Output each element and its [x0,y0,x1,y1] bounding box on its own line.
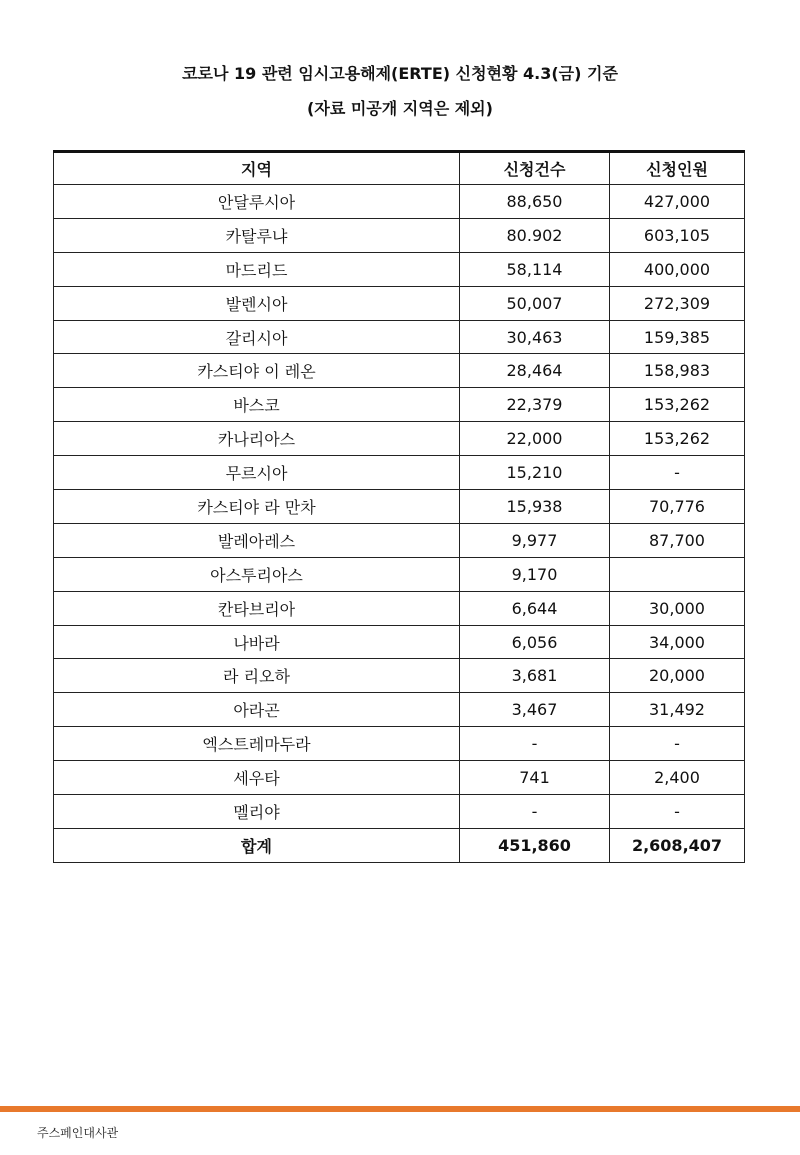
table-row [54,354,745,388]
count-cell: 22,000 [460,422,610,456]
people-cell: 400,000 [610,252,745,286]
table-row [54,659,745,693]
table-row [54,422,745,456]
table-row [54,727,745,761]
table-row [54,388,745,422]
region-cell: 카스티야 라 만차 [54,490,460,524]
people-cell: 87,700 [610,523,745,557]
count-cell: - [460,727,610,761]
region-cell: 멜리야 [54,795,460,829]
region-cell: 나바라 [54,625,460,659]
region-cell: 바스코 [54,388,460,422]
column-header-people: 신청인원 [610,152,745,185]
region-cell: 카스티야 이 레온 [54,354,460,388]
people-cell: - [610,456,745,490]
count-cell: 50,007 [460,286,610,320]
count-cell: 3,467 [460,693,610,727]
footer-accent-bar [0,1106,800,1112]
people-cell: 603,105 [610,218,745,252]
region-cell: 갈리시아 [54,320,460,354]
total-count: 451,860 [460,828,610,862]
table-row [54,795,745,829]
table-row [54,252,745,286]
count-cell: 3,681 [460,659,610,693]
count-cell: 58,114 [460,252,610,286]
total-people: 2,608,407 [610,828,745,862]
table-row [54,456,745,490]
people-cell: 159,385 [610,320,745,354]
table-row [54,218,745,252]
count-cell: 9,977 [460,523,610,557]
people-cell: 153,262 [610,422,745,456]
column-header-count: 신청건수 [460,152,610,185]
table-header-row [54,152,745,185]
people-cell: - [610,727,745,761]
count-cell: 22,379 [460,388,610,422]
table-row [54,557,745,591]
region-cell: 카탈루냐 [54,218,460,252]
table-row [54,185,745,219]
total-row [54,828,745,862]
table-row [54,761,745,795]
count-cell: 6,644 [460,591,610,625]
count-cell: 80.902 [460,218,610,252]
region-cell: 칸타브리아 [54,591,460,625]
total-label: 합계 [54,828,460,862]
erte-table [53,150,745,863]
people-cell: 70,776 [610,490,745,524]
people-cell: 31,492 [610,693,745,727]
region-cell: 라 리오하 [54,659,460,693]
table-row [54,320,745,354]
table-row [54,523,745,557]
count-cell: 88,650 [460,185,610,219]
region-cell: 마드리드 [54,252,460,286]
count-cell: 30,463 [460,320,610,354]
region-cell: 안달루시아 [54,185,460,219]
table-row [54,693,745,727]
table-row [54,591,745,625]
count-cell: 9,170 [460,557,610,591]
people-cell: 272,309 [610,286,745,320]
people-cell: 427,000 [610,185,745,219]
region-cell: 아라곤 [54,693,460,727]
region-cell: 엑스트레마두라 [54,727,460,761]
count-cell: 15,938 [460,490,610,524]
count-cell: 15,210 [460,456,610,490]
count-cell: 6,056 [460,625,610,659]
region-cell: 무르시아 [54,456,460,490]
count-cell: - [460,795,610,829]
region-cell: 발렌시아 [54,286,460,320]
region-cell: 세우타 [54,761,460,795]
table-row [54,490,745,524]
count-cell: 28,464 [460,354,610,388]
people-cell: - [610,795,745,829]
region-cell: 카나리아스 [54,422,460,456]
page-subtitle: (자료 미공개 지역은 제외) [307,99,493,118]
table-row [54,286,745,320]
table-row [54,625,745,659]
people-cell: 2,400 [610,761,745,795]
region-cell: 발레아레스 [54,523,460,557]
column-header-region: 지역 [54,152,460,185]
region-cell: 아스투리아스 [54,557,460,591]
count-cell: 741 [460,761,610,795]
people-cell: 30,000 [610,591,745,625]
people-cell: 153,262 [610,388,745,422]
people-cell: 20,000 [610,659,745,693]
footer-organization: 주스페인대사관 [37,1126,119,1140]
people-cell: 158,983 [610,354,745,388]
people-cell [610,557,745,591]
page-title: 코로나 19 관련 임시고용해제(ERTE) 신청현황 4.3(금) 기준 [182,64,618,83]
people-cell: 34,000 [610,625,745,659]
